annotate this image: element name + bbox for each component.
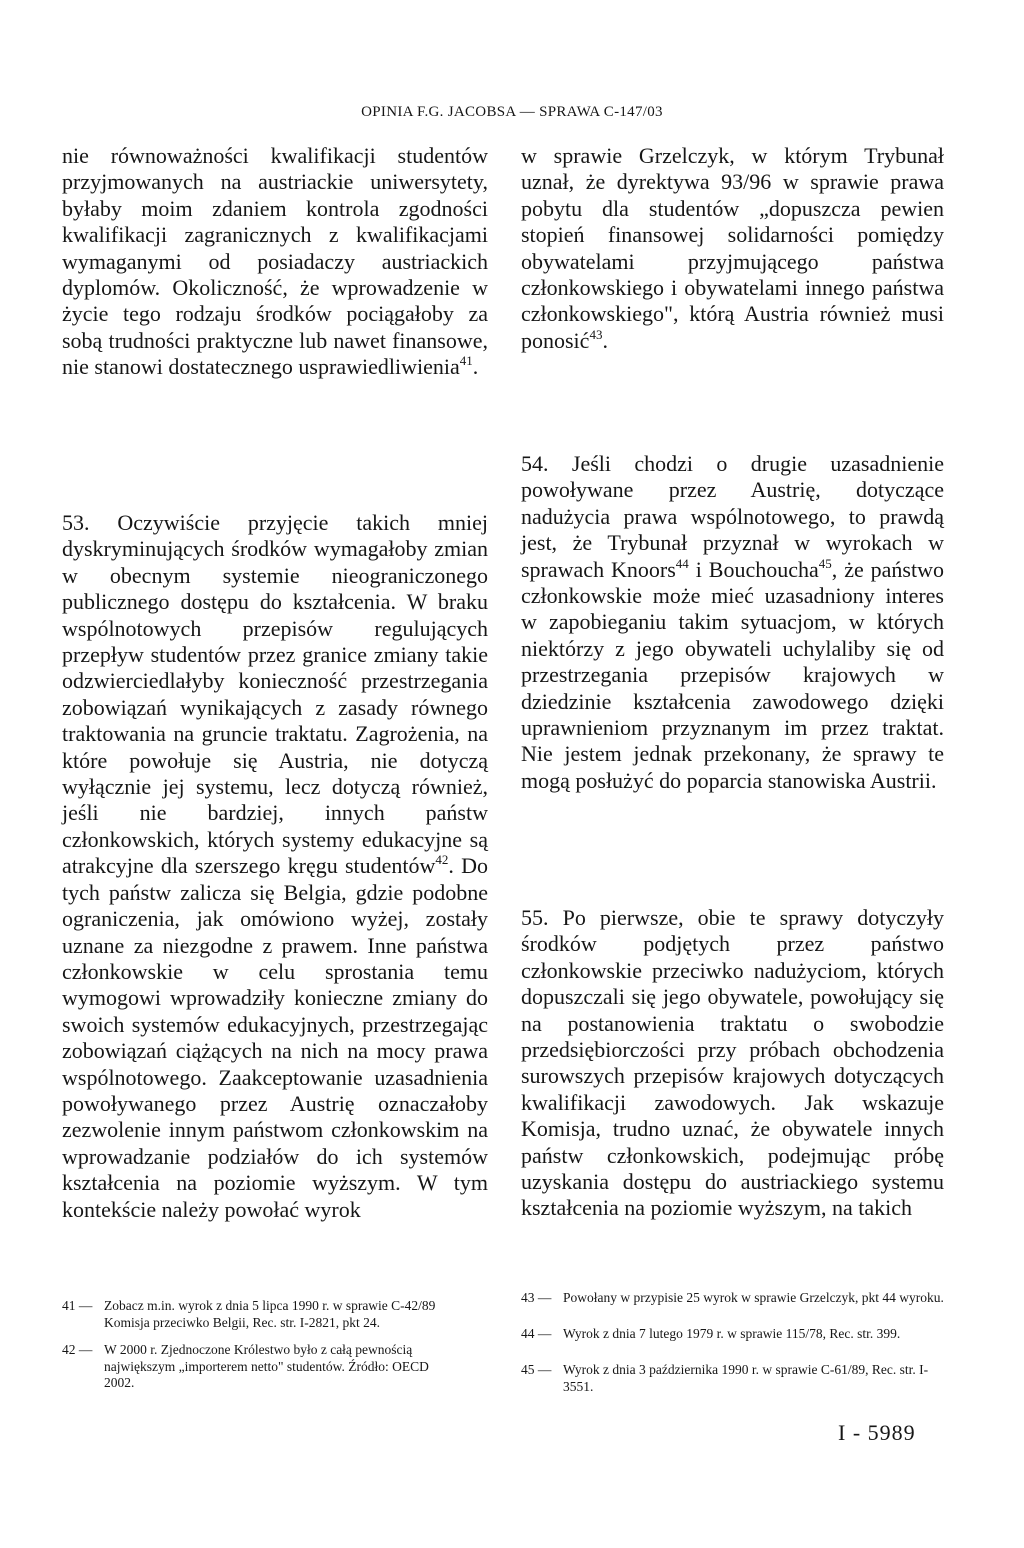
- footnote-ref-44: 44: [675, 555, 689, 571]
- paragraph-55: 55. Po pierwsze, obie te sprawy dotyczyły środków podjętych przez państwo członkowskie przeciwko nadużyciom, których dopuszczali się jego obywatele, powołujący się na postanowienia traktatu o swobodzie przedsiębiorczości przy próbach obchodzenia surowszych przepisów krajowych dotyczących kwalifikacji zawodowych. Jak wskazuje Komisja, trudno uznać, że obywatele innych państw członkowskich, podejmując próbę uzyskania dostępu do austriackiego systemu kształcenia na poziomie wyższym, na takich: [521, 905, 944, 1221]
- footnote-44: 44 — Wyrok z dnia 7 lutego 1979 r. w sprawie 115/78, Rec. str. 399.: [521, 1326, 901, 1341]
- footnote-43: 43 — Powołany w przypisie 25 wyrok w sprawie Grzelczyk, pkt 44 wyroku.: [521, 1290, 944, 1305]
- right-column-top: [521, 143, 944, 354]
- footnote-ref-42: 42: [435, 852, 449, 868]
- footnote-41: 41 — Zobacz m.in. wyrok z dnia 5 lipca 1990 r. w sprawie C-42/89 Komisja przeciwko Belgii, Rec. str. I-2821, pkt 24.: [62, 1298, 436, 1330]
- paragraph-continuation-right: w sprawie Grzelczyk, w którym Trybunał uznał, że dyrektywa 93/96 w sprawie prawa pobytu dla studentów „dopuszcza pewien stopień finansowej solidarności pomiędzy obywatelami przyjmującego państwa członkowskiego i obywatelami innego państwa członkowskiego", którą Austria również musi ponosić$^{43}$.: [521, 143, 944, 353]
- footnote-ref-45: 45: [818, 555, 832, 571]
- footnote-ref-43: 43: [589, 326, 603, 342]
- footnote-ref-41: 41: [459, 353, 473, 369]
- paragraph-53: 53. Oczywiście przyjęcie takich mniej dyskryminujących środków wymagałoby zmian w obecnym systemie nieograniczonego publicznego dostępu do kształcenia. W braku wspólnotowych przepisów regulujących przepływ studentów przez granice zmiany takie odzwierciedlałyby konieczność przestrzegania zobowiązań wynikających z zasady równego traktowania na gruncie traktatu. Zagrożenia, na które powołuje się Austria, nie dotyczą wyłącznie jej systemu, lecz dotyczą również, jeśli nie bardziej, innych państw członkowskich, których systemy edukacyjne są atrakcyjne dla szerszego kręgu studentów$^{42}$. Do tych państw zalicza się Belgia, gdzie podobne ograniczenia, jak omówiono wyżej, zostały uznane za niezgodne z prawem. Inne państwa członkowskie w celu sprostania temu wymogowi wprowadziły konieczne zmiany do swoich systemów edukacyjnych, przestrzegając zobowiązań ciążących na nich na mocy prawa wspólnotowego. Zaakceptowanie uzasadnienia powoływanego przez Austrię oznaczałoby zezwolenie innym państwom członkowskim na wprowadzanie podziałów do ich systemów kształcenia na poziomie wyższym. W tym kontekście należy powołać wyrok: [62, 510, 488, 1222]
- paragraph-continuation: nie równoważności kwalifikacji studentów przyjmowanych na austriackie uniwersytety, byłaby moim zdaniem kontrola zgodności kwalifikacji zagranicznych z kwalifikacjami wymaganymi od posiadaczy austriackich dyplomów. Okoliczność, że wprowadzenie w życie tego rodzaju środków pociągałoby za sobą trudności praktyczne lub nawet finansowe, nie stanowi dostatecznego usprawiedliwienia$^{41}$.: [62, 143, 488, 380]
- footnote-45: 45 — Wyrok z dnia 3 października 1990 r. w sprawie C-61/89, Rec. str. I-3551.: [521, 1362, 929, 1394]
- page-number: I - 5989: [838, 1420, 916, 1445]
- paragraph-54: 54. Jeśli chodzi o drugie uzasadnienie powoływane przez Austrię, dotyczące nadużycia prawa wspólnotowego, to prawdą jest, że Trybunał przyznał w wyrokach w sprawach Knoors$^{44}$ i Bouchoucha$^{45}$, że państwo członkowskie może mieć uzasadniony interes w zapobieganiu takim sytuacjom, w których niektórzy z jego obywateli uchylaliby się od przestrzegania przepisów krajowych w dziedzinie kształcenia zawodowego dzięki uprawnieniom przyznanym im przez traktat. Nie jestem jednak przekonany, że sprawy te mogą posłużyć do poparcia stanowiska Austrii.: [521, 451, 944, 793]
- running-header: OPINIA F.G. JACOBSA — SPRAWA C-147/03: [361, 104, 663, 120]
- left-column: [62, 143, 488, 381]
- footnote-42: 42 — W 2000 r. Zjednoczone Królestwo było z całą pewnością największym „importerem netto" studentów. Źródło: OECD 2002.: [62, 1342, 429, 1390]
